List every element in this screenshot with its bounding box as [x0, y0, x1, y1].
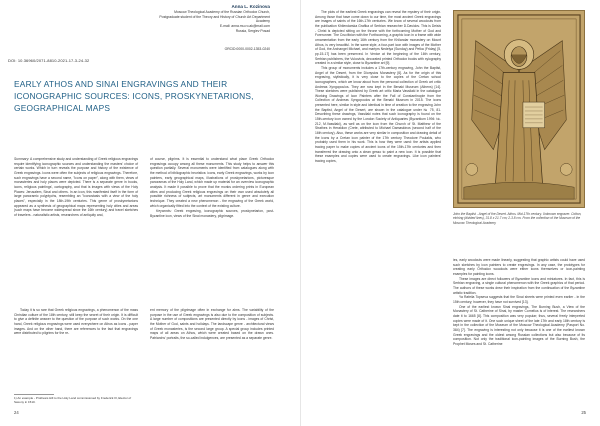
engraving-figure: [453, 10, 585, 208]
affiliation-line: Postgraduate student of the Theory and History of Church Art Department: [159, 14, 270, 19]
body-paragraph: The plots of the earliest Greek engravings can reveal the mystery of their origin. Among those that have come down to our time, the most ancient Greek engravings are images of saints of the 16th-17th centuries. We know of several woodcuts from the publication Khilendarska Grafika of Serbian researcher D.Davidov. This is Deisis - Christ is depicted sitting on the throne with the forthcoming Mother of God and Forerunner. The Crucifixion with the Forthcoming, a graphic icon in a frame with wide ornamentation from the early 16th century from the Khilandar monastery on Mount Athos, is very beautiful. In the same style, a four-part icon with images of the Mother of God, the Archangel Michael, and martyrs Nedelya (Sunday) and Petka (Friday) [5, pp.15-17] has been preserved. In Venice at the beginning of the 16th century, Serbian publishers, the Vukovicis, decorated printed Orthodox books with xylography created in a similar style, close to Byzantine art [9].: [315, 10, 441, 66]
doi[interactable]: DOI: 10.36960/2071-8810-2021-17-3-24-32: [8, 58, 90, 63]
orcid[interactable]: ORCID:0000-0002-1353-0240: [224, 47, 270, 51]
figure-caption: John the Baptist - Angel of the Desert. Athos. Mid-17th century. Unknown engraver. Cotton, etching (divided lines), 31.8 x 21.7 cm; 2-3.8 cm. From the collection of the Museum of the Moscow Theological Academy: [453, 212, 582, 225]
body-column-left: [315, 10, 441, 164]
body-paragraph: These images are direct followers of Byzantine icons and miniatures. In fact, this is Serbian engraving, a single cultural phenomenon with the Greek graphics of that period. The authors of these works drew their inspiration from the continuation of the Byzantine artistic tradition.: [453, 276, 585, 295]
body-paragraph: ent memory of the pilgrimage often in exchange for alms. The variability of the purpose in the use of Greek engravings is also due to the composition of subjects. A large number of compositions are presented directly by icons - images of Christ, the Mother of God, saints and holidays. The landscape genre - architectural views of Greek monasteries, is the second large group. A special group includes printed maps of all areas on Athos, which were created based on the drawn ones. Patriarchs' portraits, the so-called indulgences, are presented as a separate genre.: [150, 308, 274, 340]
body-paragraph: ies, early woodcuts were made linearly, suggesting that graphic artists could have used such sketches by icon painters to create engravings. In any case, the prototypes for creating early Orthodox woodcuts were either icons themselves or icon-painting examples for painting icons.: [453, 258, 585, 276]
affiliation-line: Moscow Theological Academy of the Russian Orthodox Church,: [174, 10, 270, 14]
body-paragraph: One of the earliest known Sinai engravings, The Burning Bush, a View of the Monastery of St. Catherine of Sinai, by master Cornelius is of interest. The researchers date it to 1665 [8]. This composition was very popular; thus, several freely interpreted copies were made of it. One such unique sheet of the late 17th and early 18th century is kept in the collection of the Museum of the Moscow Theological Academy (Pasport No. 384) [7]. The engraving is interesting not only because it is one of the earliest known Greek engravings and the oldest among Russian collections but also because of its composition. Not only the traditional icon-painting images of the Burning Bush, the Prophet Moses and St. Catherine: [453, 304, 585, 346]
keywords-label: Keywords:: [156, 209, 172, 214]
affiliation-location: Russia, Sergiev Posad: [235, 28, 270, 33]
article-title: EARLY ATHOS AND SINAI ENGRAVINGS AND THEIR ICONOGRAPHIC SOURCES: ICONS, PROSKYNETARIONS, GEOGRAPHICAL MAPS: [14, 79, 254, 113]
page-number: 24: [14, 410, 19, 415]
body-column-right: [453, 258, 585, 346]
summary-label: Summary:: [14, 157, 30, 161]
author-name: Anna L. Kozinova: [231, 4, 270, 9]
summary-paragraph: of course, pilgrims. It is essential to understand what place Greek Orthodox engravings occupy among all these monuments. This study helps to answer this question partially. Several monuments were identified from catalogues along with the method of bibliographic heuristics: icons, early Greek engravings, works by icon painters, early geographical maps, illustrations of proskynetarions, picturesque panoramas of the Holy Land, which made up material for an overview iconographic analysis. It made it possible to prove that the monks ordering prints in European cities and producing Greek religious engravings on their own used absolutely all possible richness of subjects, art monuments different in genre and execution technique. They created a new phenomenon - the engraving of the Greek world, which organically fitted into the context of the existing culture.: [150, 157, 274, 208]
summary-column-right: [150, 157, 274, 219]
page-number: 25: [581, 410, 586, 415]
author-block: [100, 4, 270, 34]
body-column-right: [150, 308, 274, 341]
author-email[interactable]: E-mail: anna.mu.ro.ak@mail.com: [219, 24, 270, 29]
summary-paragraph: [14, 157, 138, 218]
keywords-text: Greek engraving, iconographic sources, proskynetarion, post-Byzantine icon, views of the Sinai monastery, pilgrimage.: [150, 209, 274, 218]
right-page: [300, 0, 600, 426]
body-paragraph: Today it is so rare that Greek religious engravings, a phenomenon of the mass Christian culture of the 18th century, still keep the secret of their origin. It is difficult to give a definite answer to the question of the purpose of such works. On the one hand, Greek religious engravings were used everywhere on Athos as icons - paper images. And on the other hand, there are references to the fact that engravings were distributed to pilgrims for the re-: [14, 308, 138, 336]
keywords-paragraph: [150, 209, 274, 218]
body-paragraph: Ya Rafeila Topseva suggests that the Sinai sheets were printed even earlier - in the 15th century; however, they have not survived [13].: [453, 295, 585, 304]
body-paragraph: This group of monuments includes a 17th-century engraving, John the Baptist, Angel of the Desert, from the Dionysios Monastery [6]. As for the origin of this engraving, stylistically, it is very close to the copies of the Cretan school iconographers, which we know about from the personal collection of Greek art critic Andreas Xyngopoulos. They are now kept in the Benaki Museum (Athens) [14]. These sketches were published by Greek art critic Maria Vassilaki in the catalogue Working Drawings of Icon Painters after the Fall of Constantinople from the Collection of Andreas Xyngopoulos at the Benaki Museum in 2015. The icons presented here, similar in style and identical in time of creation to the engraving John the Baptist, Angel of the Desert, are shown in the catalogue under № 75, 81. Describing these drawings, Vassilaki notes that such iconography is found on the 15th-century icon owned by the London Society of Antiquaries (Byzantium 1994: №. 212, M.Vassilaki), as well as on the icon from the Church of St. Matthew of the Strathes in Heraklion (Crete, attributed to Michael Damaskinos (second half of the 16th century). Also, these works are very similar in composition and drawing detail of the icons by a Cretan icon painter of the 17th century Theodore Poulakis, who probably used them in his work. This is how they were used: the artists applied tracing paper to make copies of ancient icons of the 15th-17th centuries and then transferred the drawing onto a clean gesso to paint a new icon. It is possible that these examples and copies were used to create engravings. Like icon painters' tracing copies,: [315, 65, 441, 163]
affiliation-line: Academy: [255, 19, 270, 24]
footnote: 1) An example - Prothesis Hill to the Holy Land commissioned by Frederick III, Elector of Saxony in 1510.: [14, 396, 132, 405]
engraving-image: [454, 11, 584, 207]
body-column-left: [14, 308, 138, 336]
summary-column-left: [14, 157, 138, 218]
summary-text: A comprehensive study and understanding of Greek religious engravings require identifying iconographic sources and understanding the masters' choice of certain works. Which in turn reveals the purpose and history of the existence of Greek engravings. Icons were often the subjects of religious engravings. Therefore, such engravings have a second name, "icons on paper", along with them, views of monasteries and holy places were depicted. There is a separate genre in books, icons, religious paintings', cartography, and that is images with views of the Holy Places: Jerusalem, Sinai and others. In an icon, this manifested itself in the form of large panoramic polyptychs, resembling an "iconostasis with a view of the holy places", especially in the 18th-19th centuries. This genre of proskynetarions appeared as a synthesis of geographical maps representing holy cities and areas (such maps have become widespread since the 16th century) and travel sketches of travelers - naturalistic artists, researchers of antiquity and,: [14, 157, 138, 217]
footnote-divider: [14, 394, 54, 395]
